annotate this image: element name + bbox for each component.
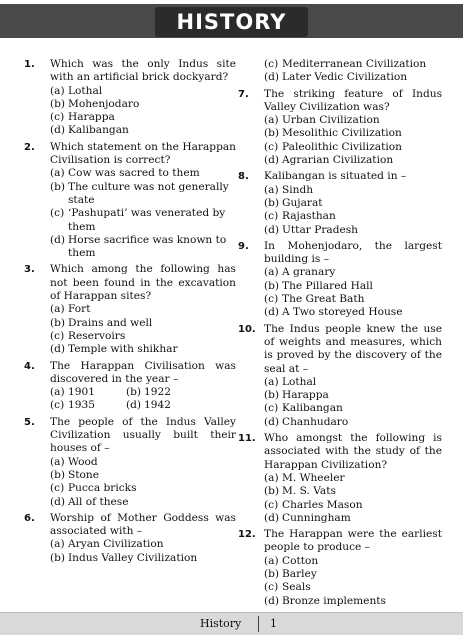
option-letter: (a) (264, 114, 279, 127)
option-text: The Pillared Hall (282, 279, 373, 292)
option-letter: (c) (264, 402, 279, 415)
option-letter: (c) (50, 399, 65, 412)
option-letter: (b) (264, 279, 280, 292)
question-stem: Worship of Mother Goddess was associated with – (50, 511, 236, 538)
option-letter: (a) (50, 84, 65, 97)
option-letter: (b) (50, 180, 66, 193)
option-b (264, 485, 442, 498)
option-b (50, 317, 236, 330)
option-letter: (a) (264, 183, 279, 196)
option-text: Mediterranean Civilization (282, 58, 427, 70)
question-stem: The Harappan Civilisation was discovered in the year – (50, 359, 236, 385)
option-text: A granary (282, 266, 336, 279)
option-a (264, 266, 442, 279)
option-text: M. S. Vats (282, 485, 336, 498)
option-letter: (d) (50, 124, 66, 137)
option-letter: (d) (264, 306, 280, 319)
option-b (50, 469, 236, 482)
question-number: 5. (24, 416, 35, 428)
option-letter: (a) (264, 266, 279, 279)
option-a (50, 303, 236, 316)
option-d (264, 595, 442, 608)
option-text: M. Wheeler (282, 471, 345, 484)
option-d (126, 399, 202, 412)
option-a (264, 376, 442, 389)
option-text: Bronze implements (282, 594, 386, 607)
option-a (50, 167, 236, 180)
page-title: HISTORY (155, 7, 309, 37)
option-letter: (d) (264, 154, 280, 167)
option-text: Later Vedic Civilization (282, 71, 408, 84)
option-text: Mesolithic Civilization (282, 127, 402, 140)
option-c (50, 111, 236, 124)
question-number: 11. (238, 433, 256, 445)
question-9 (238, 240, 442, 320)
option-letter: (a) (264, 471, 279, 484)
question-1 (24, 58, 236, 138)
option-letter: (d) (264, 71, 280, 84)
option-b (264, 127, 442, 140)
option-d (50, 496, 236, 509)
option-text: Cunningham (282, 511, 351, 524)
option-text: 1935 (68, 399, 95, 412)
question-stem: Kalibangan is situated in – (264, 170, 407, 183)
question-body (264, 88, 442, 168)
question-12 (238, 528, 442, 608)
question-stem: In Mohenjodaro, the largest building is – (264, 239, 442, 266)
option-letter: (c) (50, 207, 65, 220)
option-row (50, 386, 236, 399)
option-text: Rajasthan (282, 210, 336, 223)
left-column (24, 58, 236, 568)
option-text: Chanhudaro (282, 415, 349, 428)
option-text: 1922 (144, 386, 171, 399)
option-text: Reservoirs (68, 329, 126, 342)
footer-bar (0, 612, 463, 635)
option-d (264, 306, 442, 319)
question-5 (24, 416, 236, 509)
option-row (50, 399, 236, 412)
option-c (264, 499, 442, 512)
option-c (50, 330, 236, 343)
option-text: Cow was sacred to them (68, 167, 200, 180)
option-text: Mohenjodaro (68, 97, 140, 110)
option-text: 1942 (144, 399, 171, 412)
question-stem: Which statement on the Harappan Civilisation is correct? (50, 140, 236, 167)
option-letter: (a) (264, 554, 279, 567)
option-c (50, 399, 126, 412)
option-d (50, 124, 236, 137)
option-c (264, 58, 442, 71)
option-text: Paleolithic Civilization (282, 140, 402, 153)
question-body (50, 416, 236, 509)
option-a (264, 184, 442, 197)
option-text: The culture was not generally state (68, 180, 229, 206)
question-number: 8. (238, 171, 249, 183)
question-number: 6. (24, 512, 35, 524)
option-letter: (b) (50, 316, 66, 329)
option-letter: (c) (264, 581, 279, 594)
question-number: 12. (238, 529, 256, 541)
option-c (50, 207, 236, 234)
option-letter: (a) (50, 386, 65, 399)
option-text: Kalibangan (282, 402, 343, 415)
question-number: 2. (24, 141, 35, 153)
option-text: Charles Mason (282, 498, 363, 511)
question-stem: The people of the Indus Valley Civilization usually built their houses of – (50, 415, 236, 455)
option-text: Aryan Civilization (68, 538, 164, 551)
option-text: Pucca bricks (68, 482, 137, 495)
option-text: Sindh (282, 183, 314, 196)
option-text: All of these (68, 495, 129, 508)
question-3 (24, 263, 236, 356)
option-a (264, 472, 442, 485)
option-text: The Great Bath (282, 293, 365, 306)
option-letter: (d) (50, 233, 66, 246)
option-letter: (a) (50, 538, 65, 551)
question-number: 10. (238, 323, 256, 335)
question-6 (24, 512, 236, 565)
option-text: ‘Pashupati’ was venerated by them (68, 207, 226, 233)
option-d (50, 343, 236, 356)
question-number: 3. (24, 264, 35, 276)
option-letter: (c) (264, 58, 279, 70)
option-text: 1901 (68, 386, 95, 399)
option-letter: (c) (264, 498, 279, 511)
question-stem: Which among the following has not been found in the excavation of Harappan sites? (50, 263, 236, 303)
question-7 (238, 88, 442, 168)
option-letter: (c) (264, 293, 279, 306)
option-b (50, 181, 236, 208)
option-letter: (b) (126, 386, 142, 399)
question-number: 1. (24, 59, 35, 70)
option-d (264, 416, 442, 429)
header-banner (0, 0, 463, 44)
option-c (50, 482, 236, 495)
option-a (50, 538, 236, 551)
question-body (50, 263, 236, 356)
option-a (50, 386, 126, 399)
option-c (264, 141, 442, 154)
question-4 (24, 360, 236, 413)
option-letter: (b) (264, 485, 280, 498)
option-letter: (c) (50, 482, 65, 495)
question-10 (238, 323, 442, 429)
option-text: Fort (68, 303, 91, 316)
page-number: 1 (270, 617, 277, 630)
option-letter: (a) (50, 303, 65, 316)
option-text: Uttar Pradesh (282, 223, 359, 236)
question-body (264, 240, 442, 320)
option-letter: (b) (264, 389, 280, 402)
option-b (264, 389, 442, 402)
option-text: Harappa (282, 389, 329, 402)
option-text: Barley (282, 567, 317, 580)
option-letter: (b) (264, 127, 280, 140)
option-text: Lothal (282, 375, 317, 388)
option-letter: (b) (50, 468, 66, 481)
option-letter: (a) (50, 455, 65, 468)
question-number: 7. (238, 88, 249, 100)
option-c (264, 210, 442, 223)
option-b (264, 197, 442, 210)
question-body (264, 323, 442, 429)
option-text: Urban Civilization (282, 114, 380, 127)
option-letter: (c) (264, 140, 279, 153)
option-letter: (c) (50, 111, 65, 124)
option-text: Agrarian Civilization (282, 154, 394, 167)
option-b (50, 552, 236, 565)
question-number: 9. (238, 240, 249, 252)
option-letter: (d) (50, 343, 66, 356)
question-stem: Who amongst the following is associated with the study of the Harappan Civilization? (264, 432, 442, 471)
option-text: Indus Valley Civilization (68, 551, 198, 564)
question-stem: The Indus people knew the use of weights and measures, which is proved by the discovery of the seal at – (264, 322, 442, 375)
option-text: Drains and well (68, 316, 153, 329)
option-a (50, 456, 236, 469)
option-letter: (d) (264, 223, 280, 236)
question-body (50, 141, 236, 261)
option-a (264, 114, 442, 127)
option-c (264, 581, 442, 594)
question-body (264, 432, 442, 525)
option-d (264, 224, 442, 237)
option-text: Kalibangan (68, 124, 129, 137)
option-text: Stone (68, 468, 99, 481)
option-text: A Two storeyed House (282, 306, 403, 319)
option-text: Temple with shikhar (68, 343, 178, 356)
right-column (238, 58, 442, 611)
option-letter: (a) (50, 167, 65, 180)
option-a (264, 555, 442, 568)
question-stem: Which was the only Indus site with an artificial brick dockyard? (50, 58, 236, 84)
option-letter: (d) (264, 415, 280, 428)
option-text: Cotton (282, 554, 319, 567)
option-d (50, 234, 236, 261)
question-2 (24, 141, 236, 261)
option-letter: (b) (50, 97, 66, 110)
option-text: Harappa (68, 111, 115, 124)
option-letter: (b) (50, 551, 66, 564)
question-body (50, 512, 236, 565)
option-letter: (c) (50, 329, 65, 342)
option-a (50, 85, 236, 98)
question-body (264, 170, 442, 236)
question-body (264, 528, 442, 608)
option-text: Seals (282, 581, 311, 594)
question-body (50, 58, 236, 138)
option-d (264, 154, 442, 167)
option-b (50, 98, 236, 111)
question-11 (238, 432, 442, 525)
option-letter: (d) (264, 511, 280, 524)
footer-divider (258, 616, 259, 632)
option-letter: (d) (50, 495, 66, 508)
option-d (264, 71, 442, 84)
option-b (264, 568, 442, 581)
option-text: Wood (68, 455, 98, 468)
question-8 (238, 170, 442, 236)
question-body (50, 360, 236, 413)
option-letter: (b) (264, 196, 280, 209)
option-text: Lothal (68, 84, 103, 97)
option-letter: (a) (264, 375, 279, 388)
option-d (264, 512, 442, 525)
question-stem: The striking feature of Indus Valley Civilization was? (264, 87, 442, 113)
option-letter: (d) (126, 399, 142, 412)
question-number: 4. (24, 360, 35, 372)
option-letter: (b) (264, 567, 280, 580)
option-b (264, 280, 442, 293)
option-text: Gujarat (282, 196, 323, 209)
question-stem: The Harappan were the earliest people to produce – (264, 528, 442, 554)
question-6-continuation (238, 58, 442, 85)
option-c (264, 293, 442, 306)
option-c (264, 402, 442, 415)
option-letter: (c) (264, 210, 279, 223)
option-letter: (d) (264, 594, 280, 607)
option-b (126, 386, 202, 399)
option-text: Horse sacrifice was known to them (68, 233, 227, 260)
footer-subject: History (200, 617, 242, 630)
